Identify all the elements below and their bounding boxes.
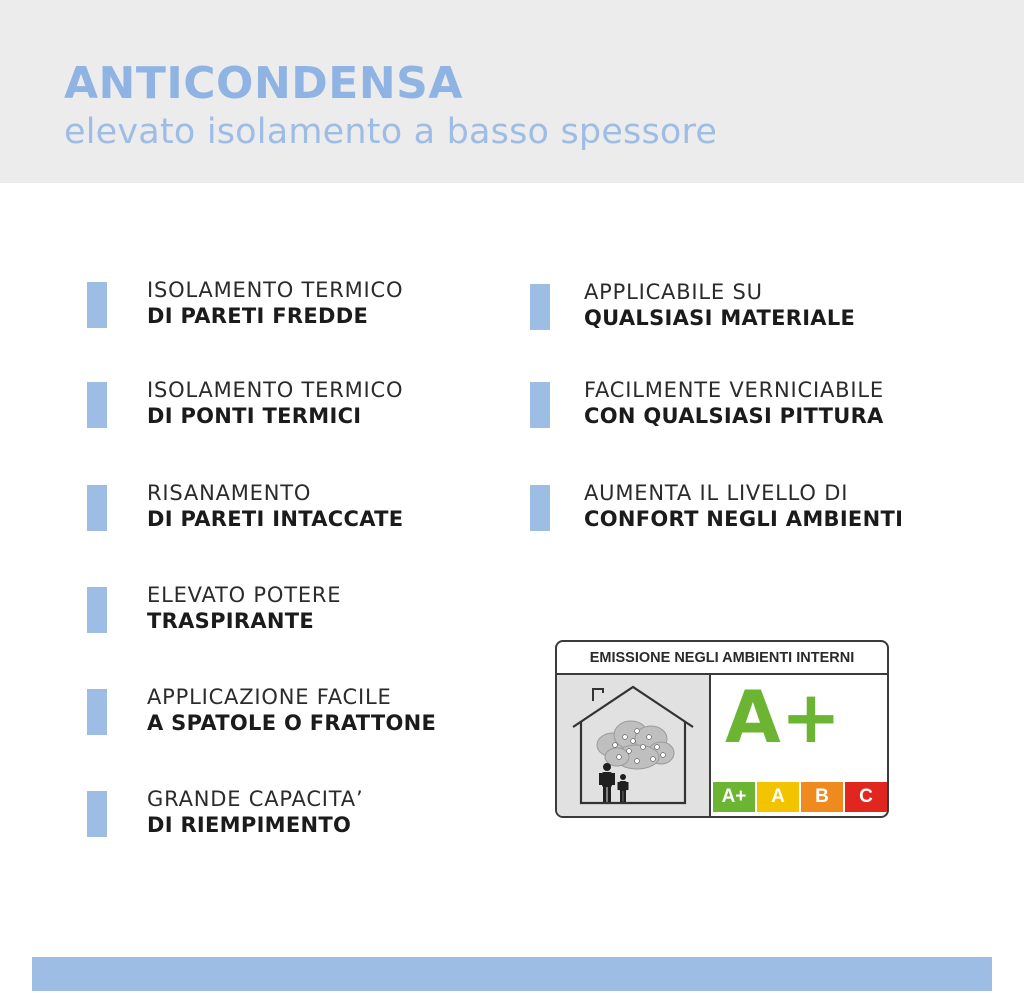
- feature-line2: DI PARETI FREDDE: [147, 304, 369, 328]
- emission-house-panel: [557, 675, 711, 816]
- emission-rating-value: A+: [725, 675, 842, 759]
- feature-bullet-bar: [530, 382, 550, 428]
- feature-line1: APPLICAZIONE FACILE: [147, 685, 392, 709]
- grade-a-plus: A+: [713, 782, 755, 812]
- feature-line2: DI RIEMPIMENTO: [147, 813, 352, 837]
- feature-line2: DI PARETI INTACCATE: [147, 507, 404, 531]
- feature-bullet-bar: [530, 284, 550, 330]
- grade-a: A: [757, 782, 799, 812]
- house-with-family-icon: [557, 675, 707, 812]
- feature-line1: ISOLAMENTO TERMICO: [147, 278, 404, 302]
- feature-bullet-bar: [530, 485, 550, 531]
- header-banner: [0, 0, 1024, 183]
- feature-line1: ELEVATO POTERE: [147, 583, 342, 607]
- emission-rating-panel: [711, 675, 887, 816]
- feature-line2: CON QUALSIASI PITTURA: [584, 404, 884, 428]
- footer-bar: [32, 957, 992, 991]
- feature-line2: A SPATOLE O FRATTONE: [147, 711, 437, 735]
- emission-label: [555, 640, 889, 818]
- feature-bullet-bar: [87, 689, 107, 735]
- feature-line2: TRASPIRANTE: [147, 609, 315, 633]
- grade-b: B: [801, 782, 843, 812]
- emission-label-heading: EMISSIONE NEGLI AMBIENTI INTERNI: [557, 642, 887, 675]
- page-subtitle: elevato isolamento a basso spessore: [64, 112, 718, 152]
- feature-line1: GRANDE CAPACITA’: [147, 787, 364, 811]
- feature-line1: APPLICABILE SU: [584, 280, 763, 304]
- feature-line2: CONFORT NEGLI AMBIENTI: [584, 507, 904, 531]
- emission-grade-scale: [713, 782, 887, 812]
- feature-line1: RISANAMENTO: [147, 481, 312, 505]
- feature-line1: AUMENTA IL LIVELLO DI: [584, 481, 849, 505]
- feature-line1: FACILMENTE VERNICIABILE: [584, 378, 884, 402]
- feature-line2: QUALSIASI MATERIALE: [584, 306, 856, 330]
- feature-line2: DI PONTI TERMICI: [147, 404, 362, 428]
- page-title: ANTICONDENSA: [64, 58, 463, 109]
- feature-bullet-bar: [87, 587, 107, 633]
- feature-line1: ISOLAMENTO TERMICO: [147, 378, 404, 402]
- feature-bullet-bar: [87, 382, 107, 428]
- grade-c: C: [845, 782, 887, 812]
- feature-bullet-bar: [87, 282, 107, 328]
- feature-bullet-bar: [87, 485, 107, 531]
- feature-bullet-bar: [87, 791, 107, 837]
